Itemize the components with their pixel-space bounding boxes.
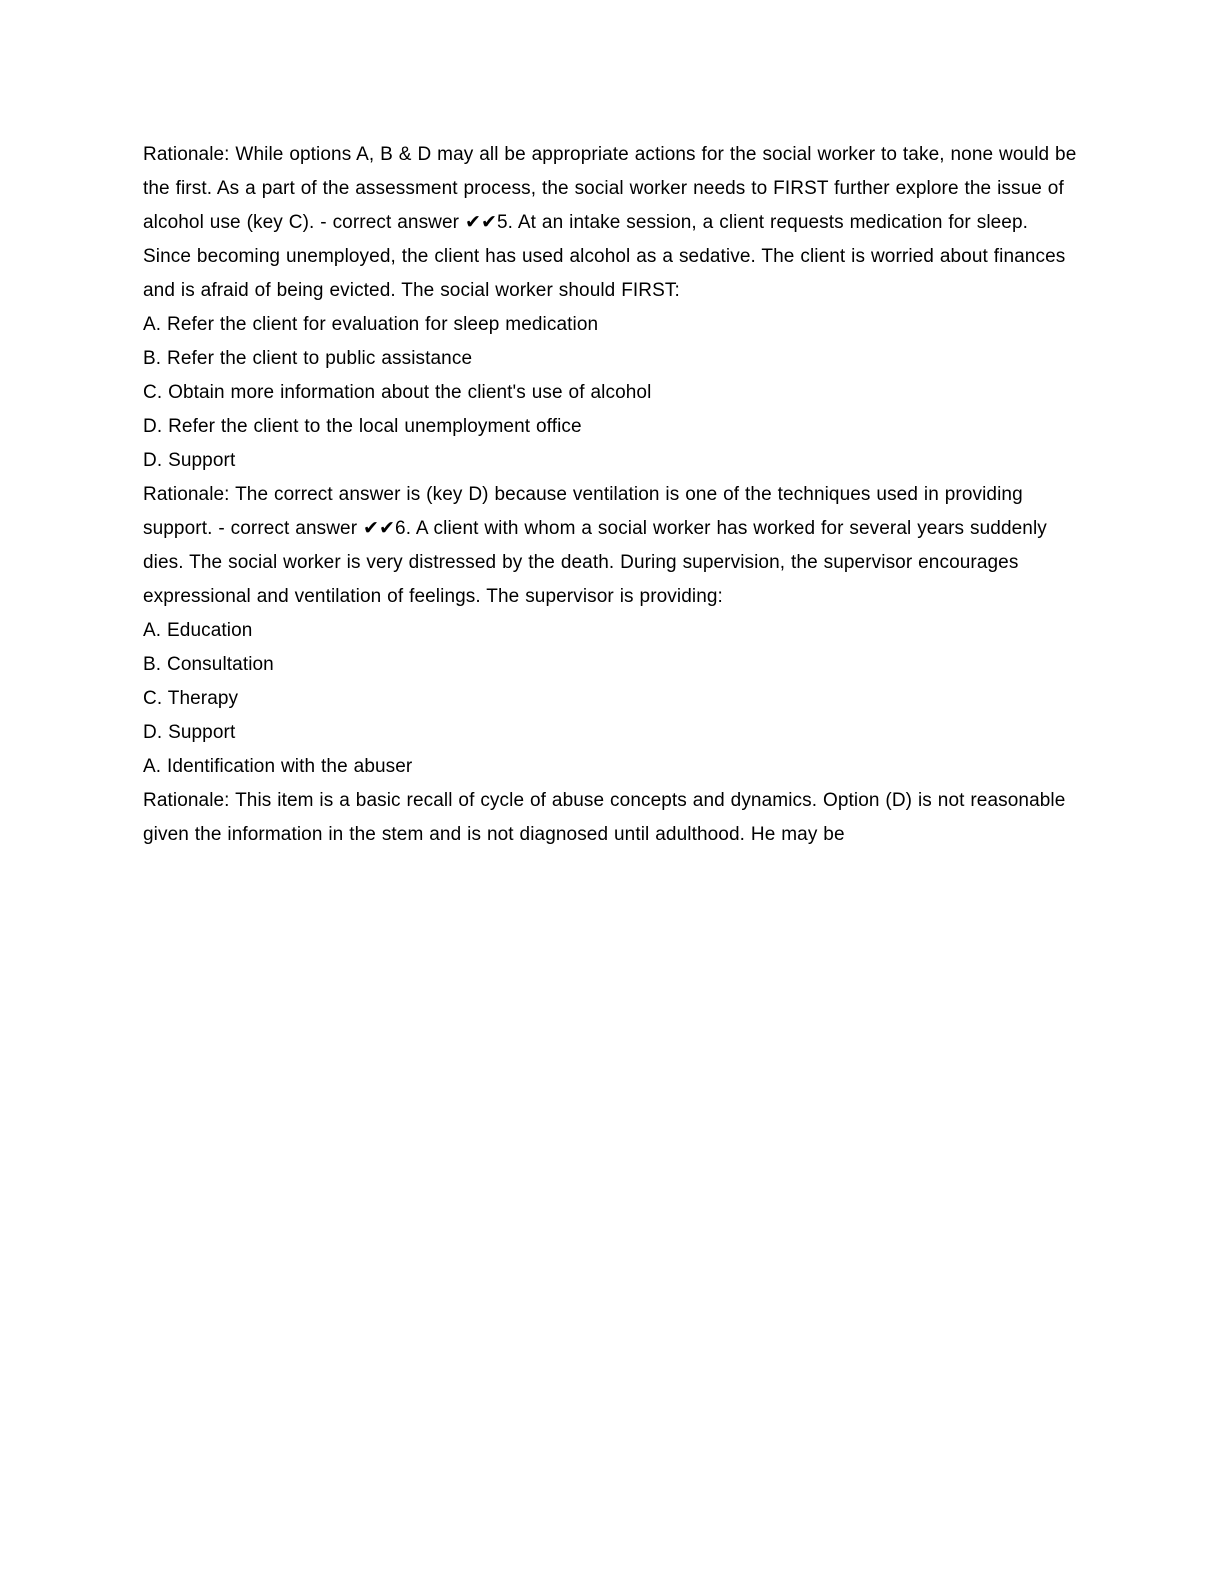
answer-line-d-support: D. Support xyxy=(143,450,236,471)
rationale-paragraph-abuse: Rationale: This item is a basic recall of cycle of abuse concepts and dynamics. Option (D) is not reasonable given the information in the stem and is not diagnosed until adulthood. He may be xyxy=(143,790,1066,845)
rationale-paragraph-q5: Rationale: While options A, B & D may all be appropriate actions for the social worker to take, none would be the first. As a part of the assessment process, the social worker needs to FIRST further explore the issue of alcohol use (key C). - correct answer ✔✔5. At an intake session, a client requests medication for sleep. Since becoming unemployed, the client has used alcohol as a sedative. The client is worried about finances and is afraid of being evicted. The social worker should FIRST: xyxy=(143,144,1077,301)
question-option-b2: B. Consultation xyxy=(143,654,274,675)
question-option-b: B. Refer the client to public assistance xyxy=(143,348,473,369)
rationale-paragraph-q6: Rationale: The correct answer is (key D) because ventilation is one of the techniques used in providing support. - correct answer ✔✔6. A client with whom a social worker has worked for several years suddenly dies. The social worker is very distressed by the death. During supervision, the supervisor encourages expressional and ventilation of feelings. The supervisor is providing: xyxy=(143,484,1047,607)
question-option-c2: C. Therapy xyxy=(143,688,239,709)
question-option-a: A. Refer the client for evaluation for sleep medication xyxy=(143,314,599,335)
question-option-a2: A. Education xyxy=(143,620,253,641)
question-option-d: D. Refer the client to the local unemployment office xyxy=(143,416,582,437)
question-option-d2: D. Support xyxy=(143,722,236,743)
answer-line-a-identification: A. Identification with the abuser xyxy=(143,756,413,777)
question-option-c: C. Obtain more information about the client's use of alcohol xyxy=(143,382,652,403)
